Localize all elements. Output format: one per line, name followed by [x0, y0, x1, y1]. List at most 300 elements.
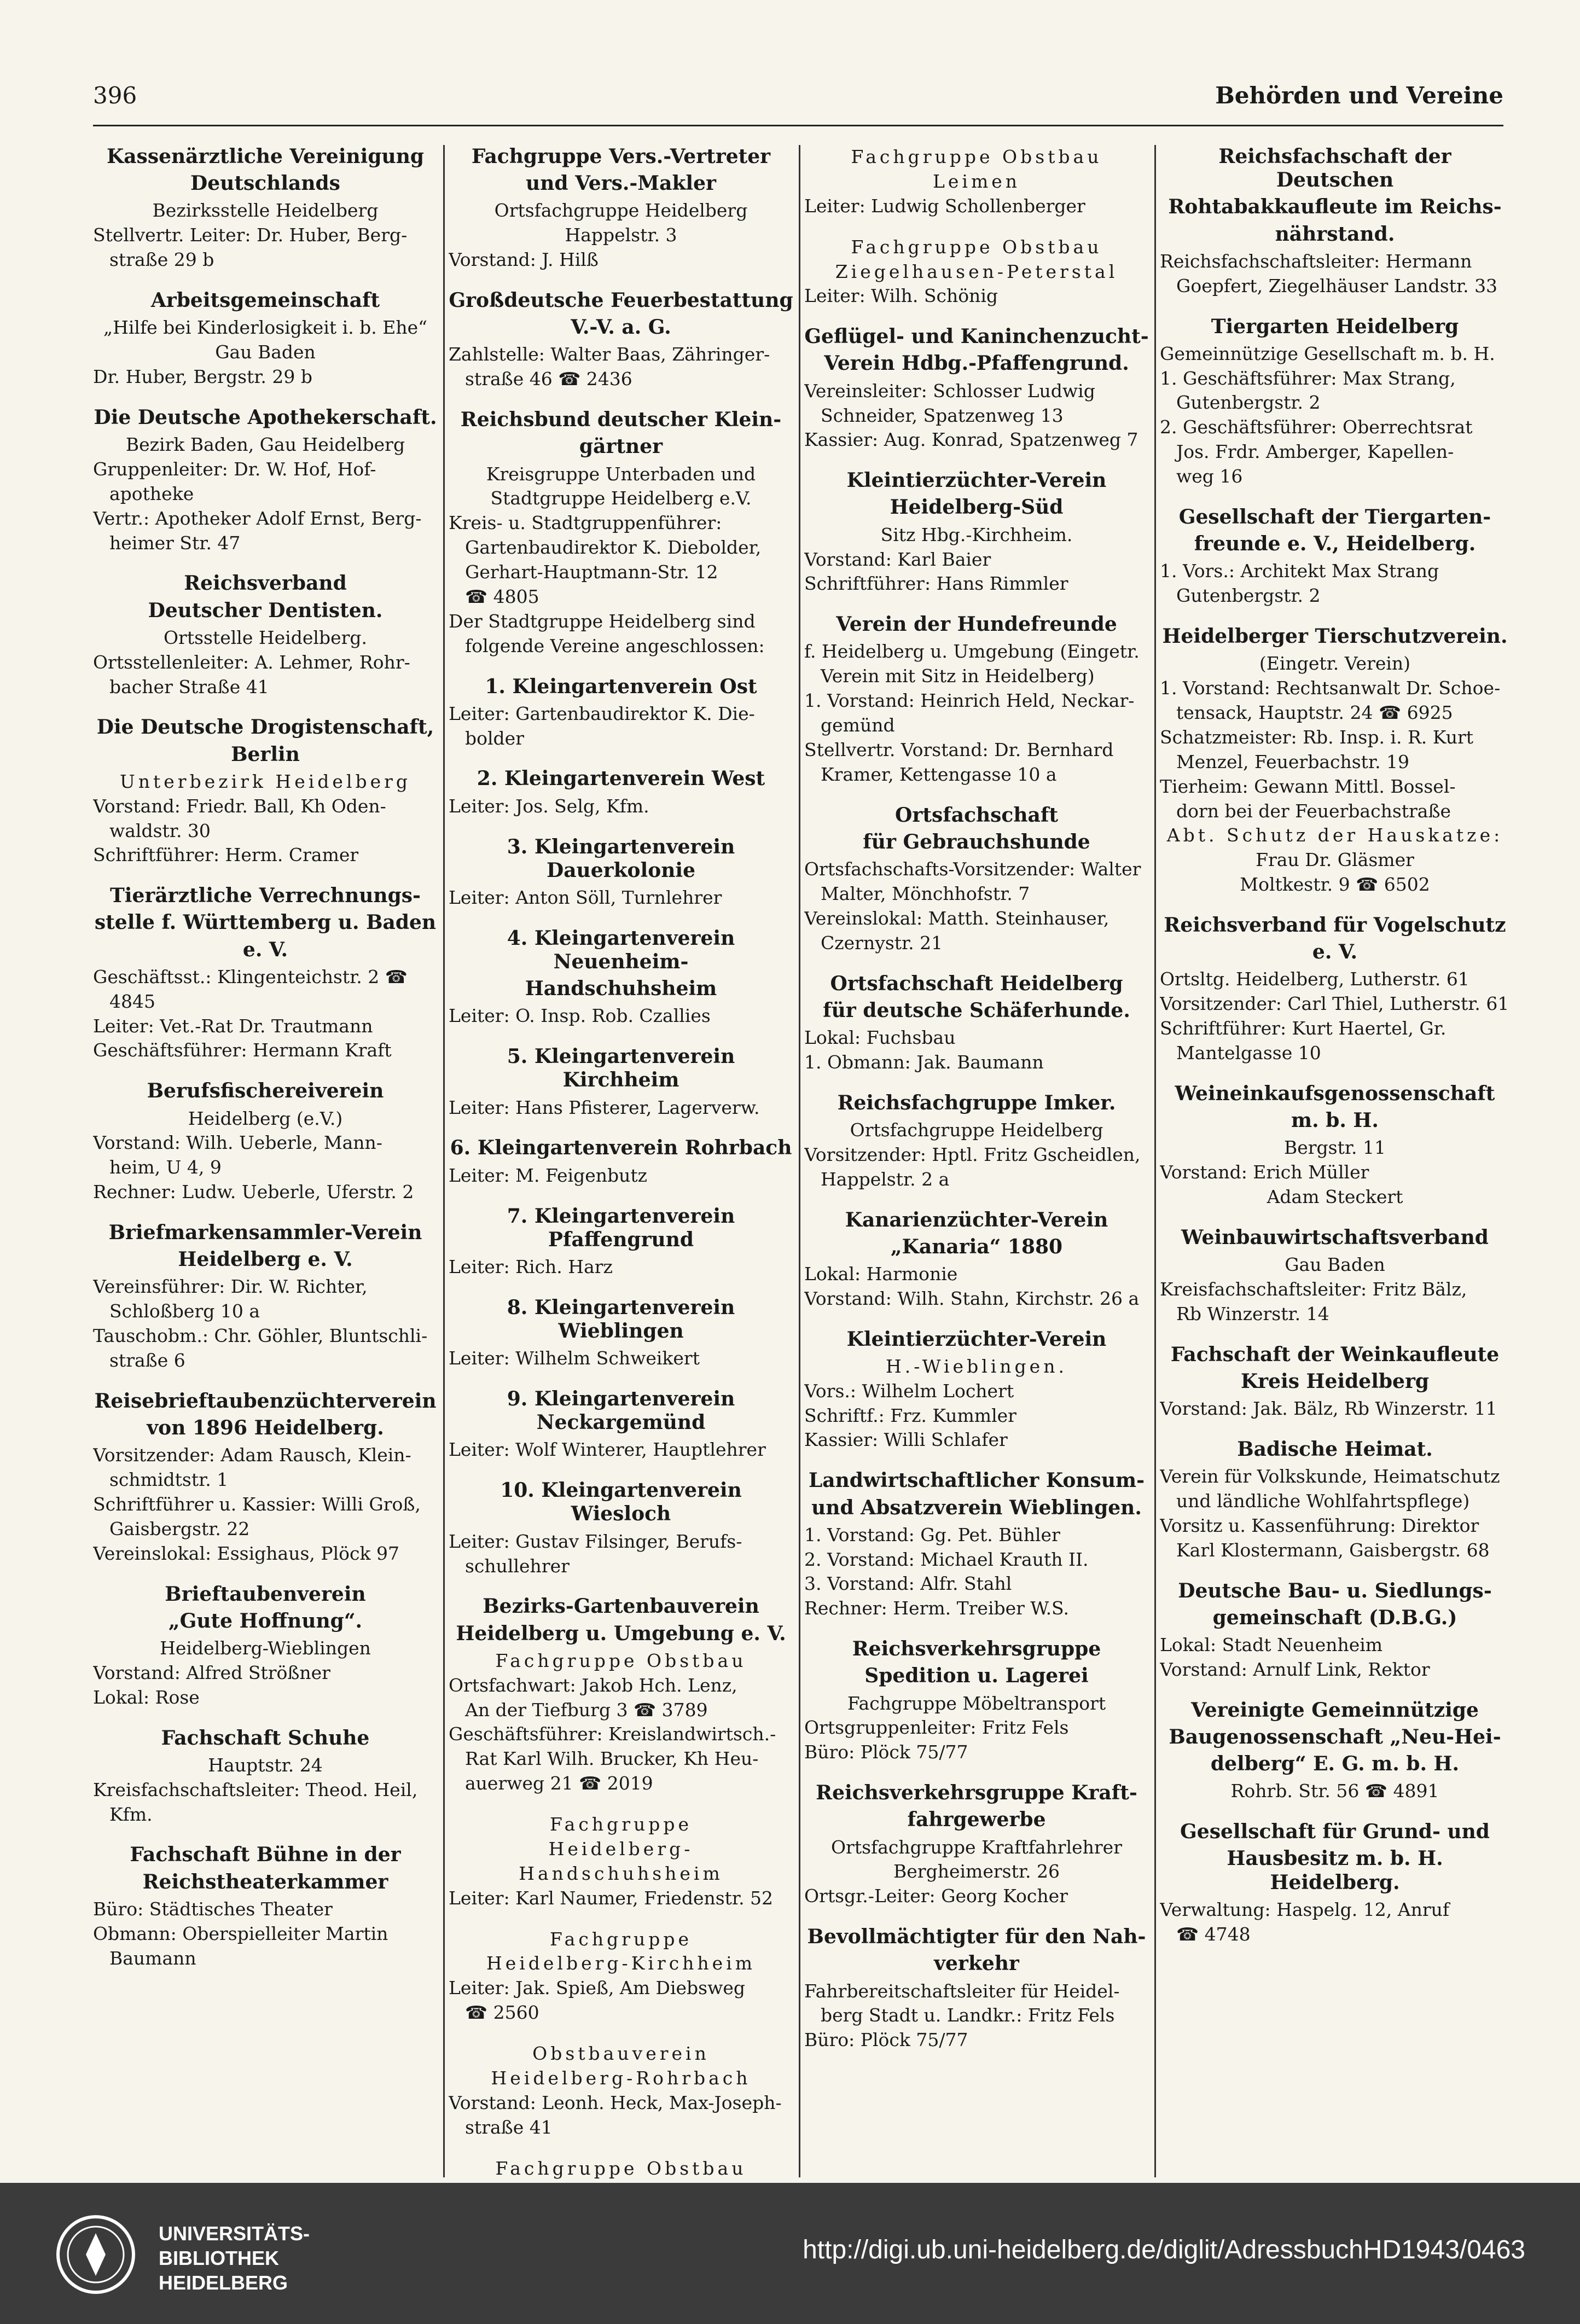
entry-line: 1. Vors.: Architekt Max Strang: [1160, 560, 1439, 582]
entry-heading: Heidelberg u. Umgebung e. V.: [456, 1622, 786, 1645]
source-url[interactable]: http://digi.ub.uni-heidelberg.de/diglit/AdressbuchHD1943/0463: [803, 2235, 1525, 2264]
directory-entry: [804, 1637, 1149, 1765]
entry-heading: Gesellschaft der Tiergarten-: [1178, 505, 1491, 528]
entry-line: straße 46 ☎ 2436: [465, 368, 632, 390]
entry-line: Schatzmeister: Rb. Insp. i. R. Kurt: [1160, 726, 1474, 748]
entry-line: Rechner: Ludw. Ueberle, Uferstr. 2: [93, 1181, 414, 1203]
entry-heading: Fachschaft der Weinkaufleute: [1170, 1343, 1500, 1366]
entry-line: Vorstand: J. Hilß: [449, 249, 599, 271]
entry-heading: freunde e. V., Heidelberg.: [1194, 532, 1476, 556]
entry-heading: Arbeitsgemeinschaft: [150, 289, 380, 312]
entry-line: Geschäftsführer: Hermann Kraft: [93, 1039, 392, 1061]
directory-entry: [804, 325, 1149, 452]
entry-heading: Spedition u. Lagerei: [864, 1664, 1089, 1688]
entry-heading: Landwirtschaftlicher Konsum-: [808, 1469, 1145, 1492]
entry-line: Lokal: Rose: [93, 1686, 200, 1708]
entry-line: berg Stadt u. Landkr.: Fritz Fels: [821, 2005, 1115, 2026]
entry-heading: Fachgruppe Vers.-Vertreter: [471, 145, 771, 168]
entry-line: 1. Vorstand: Rechtsanwalt Dr. Schoe-: [1160, 677, 1501, 699]
column-2: [449, 145, 793, 2246]
entry-line: Hauptstr. 24: [208, 1754, 323, 1776]
entry-line: Kreisfachschaftsleiter: Fritz Bälz,: [1160, 1278, 1467, 1300]
directory-entry: [449, 1387, 793, 1462]
entry-heading: Heidelberger Tierschutzverein.: [1162, 625, 1508, 648]
entry-line: Vorsitzender: Adam Rausch, Klein-: [93, 1444, 411, 1466]
entry-heading: Gesellschaft für Grund- und: [1180, 1820, 1490, 1844]
entry-line: Vereinsleiter: Schlosser Ludwig: [804, 380, 1095, 402]
entry-line: Czernystr. 21: [821, 932, 943, 954]
entry-line: Heidelberg-Rohrbach: [491, 2067, 751, 2089]
entry-heading: 3. Kleingartenverein Dauerkolonie: [507, 835, 735, 882]
entry-heading: fahrgewerbe: [907, 1808, 1046, 1832]
entry-line: Bergheimerstr. 26: [893, 1861, 1060, 1883]
directory-entry: [449, 145, 793, 272]
entry-heading: Hausbesitz m. b. H. Heidelberg.: [1227, 1847, 1443, 1894]
entry-heading: Reichsverband: [184, 572, 347, 595]
entry-line: Schriftführer: Herm. Cramer: [93, 844, 359, 866]
directory-entry: [93, 572, 438, 699]
directory-entry: [449, 767, 793, 818]
entry-line: Ortsgruppenleiter: Fritz Fels: [804, 1717, 1069, 1739]
directory-entry: [93, 145, 438, 272]
entry-heading: 10. Kleingartenverein Wiesloch: [500, 1479, 742, 1526]
entry-line: 1. Vorstand: Heinrich Held, Neckar-: [804, 690, 1135, 712]
entry-heading: 9. Kleingartenverein Neckargemünd: [507, 1387, 735, 1434]
entry-line: Heidelberg (e.V.): [188, 1107, 343, 1129]
entry-heading: Bezirks-Gartenbauverein: [483, 1595, 759, 1618]
directory-entry: [804, 1209, 1149, 1311]
entry-line: schullehrer: [465, 1555, 570, 1577]
entry-line: Fachgruppe Obstbau: [495, 2157, 747, 2179]
entry-line: 3. Vorstand: Alfr. Stahl: [804, 1573, 1012, 1595]
entry-heading: Heidelberg e. V.: [178, 1248, 353, 1271]
entry-heading: Reichsverband für Vogelschutz: [1164, 914, 1506, 937]
entry-line: Leiter: Karl Naumer, Friedenstr. 52: [449, 1887, 774, 1909]
directory-entry: [93, 1843, 438, 1971]
entry-heading: Berlin: [231, 742, 300, 766]
entry-line: Leiter: Rich. Harz: [449, 1256, 613, 1277]
entry-heading: Reichsfachschaft der Deutschen: [1218, 145, 1451, 192]
entry-line: Vereinslokal: Matth. Steinhauser,: [804, 907, 1110, 929]
entry-line: Obstbauverein: [532, 2043, 710, 2064]
entry-line: Verein mit Sitz in Heidelberg): [821, 665, 1095, 687]
directory-entry: [93, 1390, 438, 1566]
entry-heading: 5. Kleingartenverein Kirchheim: [507, 1045, 735, 1092]
directory-entry: [449, 2042, 793, 2140]
entry-line: Büro: Plöck 75/77: [804, 2029, 968, 2051]
entry-heading: Deutsche Bau- u. Siedlungs-: [1178, 1579, 1492, 1602]
entry-line: Kramer, Kettengasse 10 a: [821, 763, 1057, 785]
running-head: Behörden und Vereine: [1215, 82, 1503, 109]
entry-line: Leiter: Ludwig Schollenberger: [804, 195, 1085, 217]
entry-line: Gerhart-Hauptmann-Str. 12: [465, 561, 718, 583]
entry-line: Schriftführer: Kurt Haertel, Gr.: [1160, 1018, 1447, 1039]
entry-heading: nährstand.: [1275, 222, 1395, 246]
entry-line: Ortsfachgruppe Heidelberg: [494, 200, 748, 222]
directory-entry: [449, 1296, 793, 1371]
directory-entry: [804, 804, 1149, 956]
entry-line: Leiter: Gartenbaudirektor K. Die-: [449, 702, 755, 724]
entry-line: Vereinslokal: Essighaus, Plöck 97: [93, 1542, 399, 1564]
entry-line: straße 29 b: [109, 249, 214, 271]
entry-line: 1. Obmann: Jak. Baumann: [804, 1051, 1044, 1073]
entry-line: Büro: Städtisches Theater: [93, 1898, 333, 1920]
directory-entry: [1160, 914, 1510, 1066]
entry-line: Schriftführer: Hans Rimmler: [804, 573, 1068, 595]
entry-line: Stellvertr. Vorstand: Dr. Bernhard: [804, 739, 1114, 760]
entry-line: 1. Geschäftsführer: Max Strang,: [1160, 367, 1456, 389]
directory-entry: [93, 716, 438, 868]
entry-line: Verein für Volkskunde, Heimatschutz: [1160, 1466, 1500, 1488]
entry-heading: gärtner: [579, 435, 663, 458]
entry-heading: Fachschaft Schuhe: [161, 1726, 370, 1750]
entry-line: Karl Klostermann, Gaisbergstr. 68: [1176, 1539, 1490, 1561]
header-rule: [93, 125, 1503, 126]
entry-line: Vorsitzender: Carl Thiel, Lutherstr. 61: [1160, 993, 1509, 1015]
entry-heading: Reisebrieftaubenzüchterverein: [94, 1389, 437, 1413]
entry-line: Gutenbergstr. 2: [1176, 585, 1321, 607]
entry-line: Bezirk Baden, Gau Heidelberg: [125, 434, 405, 455]
entry-line: Vorstand: Karl Baier: [804, 548, 991, 570]
entry-line: Gaisbergstr. 22: [109, 1518, 250, 1539]
entry-line: Bezirksstelle Heidelberg: [152, 200, 379, 222]
directory-entry: [804, 1781, 1149, 1909]
directory-entry: [1160, 1699, 1510, 1804]
entry-heading: m. b. H.: [1291, 1109, 1379, 1132]
entry-line: Gau Baden: [1285, 1254, 1385, 1276]
entry-line: An der Tiefburg 3 ☎ 3789: [465, 1699, 708, 1721]
entry-line: Leiter: Gustav Filsinger, Berufs-: [449, 1530, 742, 1552]
entry-line: Heidelberg-Handschuhsheim: [519, 1838, 723, 1884]
entry-heading: Ortsfachschaft Heidelberg: [830, 972, 1123, 995]
entry-heading: Deutscher Dentisten.: [148, 599, 383, 622]
entry-line: Büro: Plöck 75/77: [804, 1741, 968, 1763]
entry-heading: Deutschlands: [190, 172, 340, 195]
entry-line: Der Stadtgruppe Heidelberg sind: [449, 610, 756, 632]
entry-line: Vorstand: Leonh. Heck, Max-Joseph-: [449, 2091, 782, 2113]
entry-line: Fahrbereitschaftsleiter für Heidel-: [804, 1980, 1120, 2002]
entry-line: Ortsfachschafts-Vorsitzender: Walter: [804, 858, 1141, 880]
entry-heading: stelle f. Württemberg u. Baden: [94, 911, 437, 934]
entry-line: Tierheim: Gewann Mittl. Bossel-: [1160, 775, 1456, 797]
library-name-line: BIBLIOTHEK: [159, 2247, 279, 2269]
entry-heading: Die Deutsche Drogistenschaft,: [96, 716, 434, 739]
entry-line: 2. Geschäftsführer: Oberrechtsrat: [1160, 416, 1473, 438]
directory-entry: [804, 613, 1149, 787]
entry-heading: Reichsfachgruppe Imker.: [837, 1091, 1116, 1114]
directory-entry: [449, 1205, 793, 1280]
entry-line: 2. Vorstand: Michael Krauth II.: [804, 1548, 1089, 1570]
entry-heading: Kleintierzüchter-Verein: [846, 1327, 1107, 1351]
entry-line: Zahlstelle: Walter Baas, Zähringer-: [449, 344, 770, 365]
directory-entry: [804, 1091, 1149, 1192]
entry-line: gemünd: [821, 714, 895, 736]
entry-line: und ländliche Wohlfahrtspflege): [1176, 1490, 1470, 1512]
entry-heading: Heidelberg-Süd: [890, 496, 1064, 519]
directory-entry: [804, 235, 1149, 309]
entry-line: folgende Vereine angeschlossen:: [465, 635, 765, 656]
entry-line: schmidtstr. 1: [109, 1469, 229, 1491]
entry-line: Moltkestr. 9 ☎ 6502: [1240, 874, 1430, 896]
entry-line: Ortsfachwart: Jakob Hch. Lenz,: [449, 1674, 737, 1696]
column-divider: [799, 145, 800, 2177]
entry-heading: Kanarienzüchter-Verein: [845, 1208, 1108, 1231]
directory-entry: [93, 1727, 438, 1827]
entry-line: Schriftführer u. Kassier: Willi Groß,: [93, 1494, 421, 1515]
entry-heading: von 1896 Heidelberg.: [147, 1416, 384, 1440]
entry-heading: Reichsverkehrsgruppe Kraft-: [816, 1781, 1137, 1805]
entry-line: Verwaltung: Haspelg. 12, Anruf: [1160, 1898, 1450, 1920]
entry-line: Kassier: Aug. Konrad, Spatzenweg 7: [804, 429, 1138, 451]
entry-line: ☎ 4748: [1176, 1923, 1251, 1945]
entry-heading: Briefmarkensammler-Verein: [108, 1221, 422, 1244]
page-number: 396: [93, 82, 137, 109]
entry-line: f. Heidelberg u. Umgebung (Eingetr.: [804, 641, 1140, 663]
entry-line: Bergstr. 11: [1284, 1137, 1386, 1159]
column-divider: [443, 145, 445, 2177]
entry-line: Vertr.: Apotheker Adolf Ernst, Berg-: [93, 507, 422, 529]
entry-line: dorn bei der Feuerbachstraße: [1176, 800, 1451, 822]
entry-heading: Verein der Hundefreunde: [836, 613, 1117, 636]
entry-line: Leiter: O. Insp. Rob. Czallies: [449, 1005, 711, 1027]
entry-line: straße 6: [109, 1350, 185, 1371]
entry-line: Leiter: Anton Söll, Turnlehrer: [449, 886, 722, 908]
directory-entry: [93, 1079, 438, 1205]
directory-entry: [804, 469, 1149, 596]
directory-entry: [449, 1136, 793, 1188]
entry-line: Gruppenleiter: Dr. W. Hof, Hof-: [93, 458, 376, 480]
directory-entry: [804, 972, 1149, 1075]
entry-line: Ortsfachgruppe Heidelberg: [850, 1119, 1103, 1141]
entry-line: Ortsstelle Heidelberg.: [164, 626, 367, 648]
entry-heading: und Absatzverein Wieblingen.: [811, 1496, 1142, 1519]
column-4: [1160, 145, 1510, 1963]
entry-line: Vorstand: Wilh. Ueberle, Mann-: [93, 1132, 382, 1154]
entry-heading: Baugenossenschaft „Neu-Hei-: [1169, 1725, 1501, 1748]
entry-heading: Vereinigte Gemeinnützige: [1191, 1698, 1479, 1722]
column-1: [93, 145, 438, 1987]
entry-line: Rohrb. Str. 56 ☎ 4891: [1230, 1780, 1439, 1802]
entry-heading: Reichsbund deutscher Klein-: [460, 408, 782, 432]
entry-line: Fachgruppe Möbeltransport: [847, 1692, 1106, 1714]
entry-line: Vorstand: Arnulf Link, Rektor: [1160, 1658, 1430, 1680]
directory-entry: [804, 1328, 1149, 1453]
directory-entry: [804, 1469, 1149, 1621]
entry-heading: „Kanaria“ 1880: [890, 1235, 1063, 1258]
entry-line: Rechner: Herm. Treiber W.S.: [804, 1597, 1069, 1619]
entry-heading: Weineinkaufsgenossenschaft: [1175, 1082, 1495, 1105]
entry-line: Leiter: Jak. Spieß, Am Diebsweg: [449, 1977, 746, 1999]
entry-line: Kreis- u. Stadtgruppenführer:: [449, 512, 722, 534]
entry-line: Ortsltg. Heidelberg, Lutherstr. 61: [1160, 968, 1469, 990]
entry-line: Ortsgr.-Leiter: Georg Kocher: [804, 1885, 1068, 1907]
entry-heading: 8. Kleingartenverein Wieblingen: [507, 1295, 735, 1343]
entry-line: Leiter: Wolf Winterer, Hauptlehrer: [449, 1439, 766, 1461]
entry-line: apotheke: [109, 483, 194, 504]
directory-entry: [1160, 315, 1510, 489]
entry-line: Vorstand: Jak. Bälz, Rb Winzerstr. 11: [1160, 1398, 1497, 1420]
entry-line: bolder: [465, 727, 524, 749]
entry-heading: 1. Kleingartenverein Ost: [485, 675, 757, 698]
directory-entry: [1160, 1082, 1510, 1210]
entry-line: Adam Steckert: [1267, 1186, 1403, 1207]
directory-entry: [93, 289, 438, 390]
directory-entry: [93, 406, 438, 556]
directory-entry: [804, 1925, 1149, 2053]
directory-entry: [1160, 625, 1510, 897]
entry-line: Rat Karl Wilh. Brucker, Kh Heu-: [465, 1748, 759, 1770]
entry-heading: „Gute Hoffnung“.: [168, 1609, 363, 1632]
entry-heading: Verein Hdbg.-Pfaffengrund.: [824, 352, 1129, 375]
directory-entry: [93, 1221, 438, 1373]
entry-line: Gau Baden: [215, 341, 316, 363]
directory-entry: [93, 884, 438, 1063]
entry-line: Baumann: [109, 1947, 196, 1969]
entry-line: Kassier: Willi Schlafer: [804, 1429, 1008, 1451]
library-footer: [0, 2183, 1580, 2324]
entry-line: Gutenbergstr. 2: [1176, 392, 1321, 414]
entry-line: Schriftf.: Frz. Kummler: [804, 1404, 1016, 1426]
entry-line: Mantelgasse 10: [1176, 1042, 1321, 1064]
entry-line: Kreisgruppe Unterbaden und: [486, 463, 756, 485]
directory-entry: [93, 1583, 438, 1710]
entry-line: Lokal: Stadt Neuenheim: [1160, 1634, 1383, 1655]
entry-line: (Eingetr. Verein): [1259, 653, 1411, 675]
entry-line: Dr. Huber, Bergstr. 29 b: [93, 365, 313, 387]
entry-line: Vorstand: Alfred Strößner: [93, 1661, 330, 1683]
entry-heading: Geflügel- und Kaninchenzucht-: [804, 325, 1149, 348]
entry-heading: Ortsfachschaft: [895, 803, 1058, 827]
entry-heading: delberg“ E. G. m. b. H.: [1210, 1752, 1460, 1776]
entry-heading: Rohtabakkaufleute im Reichs-: [1168, 195, 1502, 219]
directory-entry: [1160, 1226, 1510, 1327]
entry-line: Frau Dr. Gläsmer: [1256, 849, 1414, 871]
entry-line: Kfm.: [109, 1803, 153, 1825]
directory-entry: [1160, 145, 1510, 299]
entry-line: ☎ 4805: [465, 585, 539, 607]
entry-line: Geschäftsführer: Kreislandwirtsch.-: [449, 1723, 776, 1745]
column-divider: [1154, 145, 1156, 2177]
entry-line: Vors.: Wilhelm Lochert: [804, 1380, 1014, 1402]
entry-line: Leiter: Wilhelm Schweikert: [449, 1347, 700, 1369]
entry-line: Ortsfachgruppe Kraftfahrlehrer: [831, 1836, 1122, 1858]
entry-heading: Großdeutsche Feuerbestattung: [449, 289, 793, 312]
entry-line: heimer Str. 47: [109, 532, 241, 554]
entry-line: Unterbezirk Heidelberg: [119, 770, 411, 792]
entry-heading: Kleintierzüchter-Verein: [846, 469, 1107, 492]
directory-entry: [449, 675, 793, 751]
entry-line: Schneider, Spatzenweg 13: [821, 404, 1064, 426]
directory-entry: [449, 408, 793, 658]
page-header: [93, 82, 1503, 120]
entry-heading: und Vers.-Makler: [526, 172, 716, 195]
entry-line: „Hilfe bei Kinderlosigkeit i. b. Ehe“: [103, 317, 428, 339]
entry-heading: gemeinschaft (D.B.G.): [1212, 1606, 1457, 1629]
entry-heading: Reichsverkehrsgruppe: [852, 1637, 1101, 1661]
entry-line: Happelstr. 2 a: [821, 1168, 950, 1190]
entry-heading: Bevollmächtigter für den Nah-: [807, 1925, 1146, 1949]
entry-line: Stadtgruppe Heidelberg e.V.: [490, 487, 752, 509]
directory-entry: [449, 1812, 793, 1911]
entry-line: Menzel, Feuerbachstr. 19: [1176, 751, 1410, 772]
entry-line: heim, U 4, 9: [109, 1157, 222, 1178]
entry-line: 4845: [109, 990, 155, 1012]
entry-line: ☎ 2560: [465, 2002, 539, 2024]
directory-entry: [1160, 506, 1510, 608]
entry-line: Leiter: Vet.-Rat Dr. Trautmann: [93, 1015, 373, 1037]
entry-line: Heidelberg-Kirchheim: [486, 1953, 756, 1974]
directory-entry: [1160, 1579, 1510, 1682]
entry-heading: 7. Kleingartenverein Pfaffengrund: [507, 1204, 735, 1251]
directory-entry: [449, 1595, 793, 1796]
entry-line: Leimen: [932, 170, 1021, 192]
entry-heading: V.-V. a. G.: [571, 316, 671, 339]
entry-line: Abt. Schutz der Hauskatze:: [1166, 824, 1503, 846]
entry-line: Sitz Hbg.-Kirchheim.: [880, 524, 1073, 545]
entry-line: Vorsitzender: Hptl. Fritz Gscheidlen,: [804, 1143, 1141, 1165]
directory-entry: [1160, 1438, 1510, 1563]
entry-heading: Handschuhsheim: [525, 977, 717, 1001]
entry-line: auerweg 21 ☎ 2019: [465, 1773, 653, 1794]
entry-line: waldstr. 30: [109, 820, 211, 841]
entry-line: Leiter: Hans Pfisterer, Lagerverw.: [449, 1096, 760, 1118]
entry-line: Malter, Mönchhofstr. 7: [821, 882, 1030, 904]
entry-line: Geschäftsst.: Klingenteichstr. 2 ☎: [93, 966, 408, 987]
entry-heading: Brieftaubenverein: [165, 1582, 366, 1606]
entry-line: Gemeinnützige Gesellschaft m. b. H.: [1160, 342, 1495, 364]
entry-line: Vorstand: Erich Müller: [1160, 1161, 1369, 1183]
directory-entry: [1160, 1820, 1510, 1947]
entry-line: Stellvertr. Leiter: Dr. Huber, Berg-: [93, 224, 408, 246]
entry-line: Vereinsführer: Dir. W. Richter,: [93, 1276, 368, 1298]
entry-line: weg 16: [1176, 466, 1243, 487]
entry-line: Lokal: Fuchsbau: [804, 1026, 956, 1048]
entry-heading: e. V.: [242, 938, 288, 961]
entry-line: Gartenbaudirektor K. Diebolder,: [465, 537, 762, 559]
university-seal-icon: [55, 2213, 137, 2296]
entry-heading: Kreis Heidelberg: [1240, 1369, 1430, 1393]
entry-line: Rb Winzerstr. 14: [1176, 1303, 1329, 1324]
directory-entry: [449, 835, 793, 910]
entry-heading: Reichstheaterkammer: [142, 1870, 388, 1893]
entry-line: Vorstand: Friedr. Ball, Kh Oden-: [93, 795, 386, 817]
directory-entry: [449, 927, 793, 1029]
entry-line: Reichsfachschaftsleiter: Hermann: [1160, 250, 1472, 272]
library-name: [159, 2221, 377, 2295]
entry-heading: für Gebrauchshunde: [863, 830, 1090, 853]
entry-line: Kreisfachschaftsleiter: Theod. Heil,: [93, 1779, 418, 1800]
column-3: [804, 145, 1149, 2069]
entry-heading: Berufsfischereiverein: [147, 1079, 384, 1103]
entry-line: 1. Vorstand: Gg. Pet. Bühler: [804, 1524, 1060, 1546]
library-name-line: UNIVERSITÄTS-: [159, 2222, 310, 2245]
entry-line: Jos. Frdr. Amberger, Kapellen-: [1176, 441, 1454, 463]
directory-entry: [449, 1479, 793, 1578]
entry-line: Happelstr. 3: [565, 224, 677, 246]
entry-line: Tauschobm.: Chr. Göhler, Bluntschli-: [93, 1325, 428, 1347]
entry-line: Fachgruppe Obstbau: [495, 1649, 747, 1671]
entry-line: Leiter: Jos. Selg, Kfm.: [449, 795, 649, 817]
directory-entry: [449, 289, 793, 392]
entry-line: Leiter: Wilh. Schönig: [804, 285, 998, 307]
entry-line: Ortsstellenleiter: A. Lehmer, Rohr-: [93, 651, 410, 673]
directory-entry: [804, 145, 1149, 219]
entry-heading: Kassenärztliche Vereinigung: [106, 145, 425, 168]
entry-heading: Tiergarten Heidelberg: [1211, 315, 1459, 338]
entry-heading: für deutsche Schäferhunde.: [823, 998, 1130, 1022]
entry-line: Vorstand: Wilh. Stahn, Kirchstr. 26 a: [804, 1287, 1140, 1309]
entry-line: Lokal: Harmonie: [804, 1263, 958, 1285]
